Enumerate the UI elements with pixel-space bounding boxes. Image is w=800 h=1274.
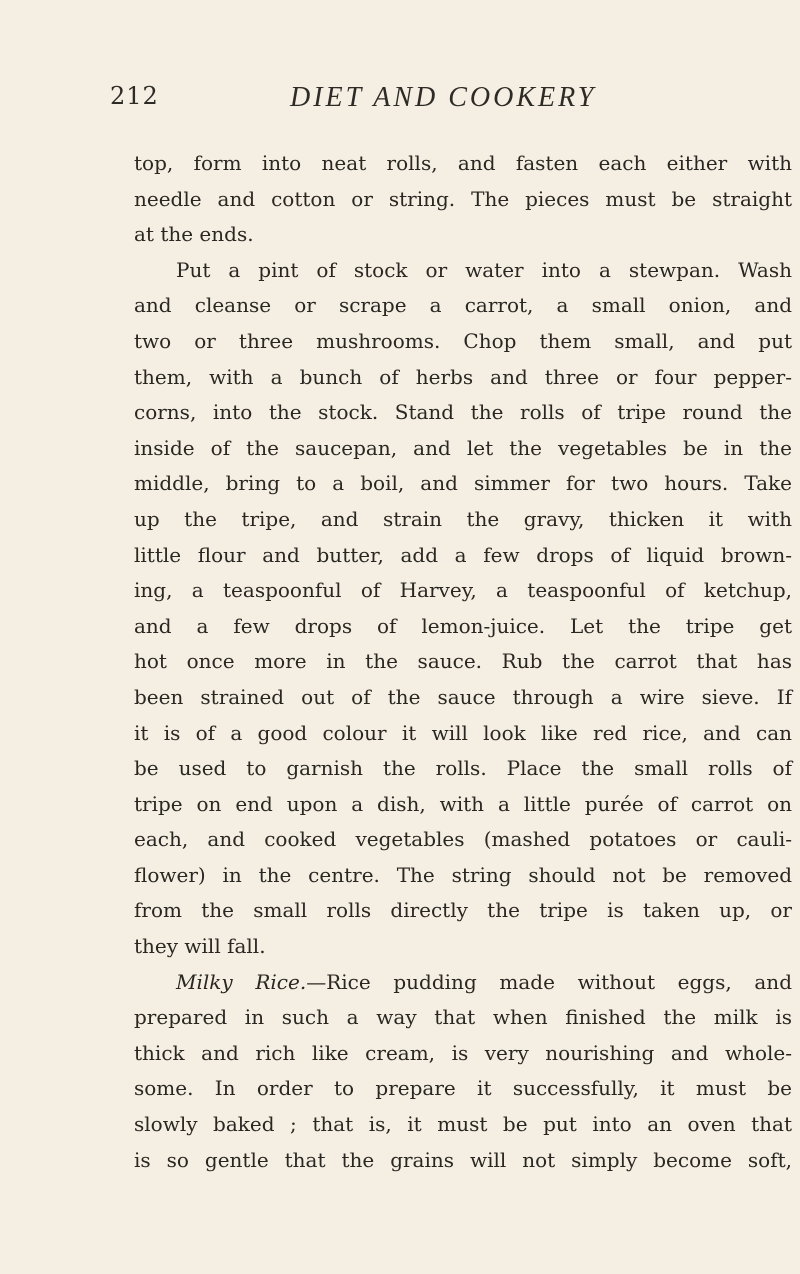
page-number: 212: [110, 82, 159, 110]
text-line: tripe on end upon a dish, with a little purée of carrot on: [134, 791, 792, 816]
text-line: hot once more in the sauce. Rub the carrot that has: [134, 649, 792, 674]
text-line: from the small rolls directly the tripe is taken up, or: [134, 898, 792, 923]
text-line: be used to garnish the rolls. Place the small rolls of: [134, 756, 792, 781]
text-line: inside of the saucepan, and let the vegetables be in the: [134, 435, 792, 460]
body-text: [134, 146, 792, 1178]
text-line: at the ends.: [134, 222, 254, 247]
milky-rice-heading: Milky Rice.: [176, 969, 307, 994]
milky-rice-first-line-text: —Rice pudding made without eggs, and: [306, 969, 792, 994]
text-line: is so gentle that the grains will not simply become soft,: [134, 1147, 792, 1172]
text-line: they will fall.: [134, 934, 266, 959]
text-line: and a few drops of lemon-juice. Let the tripe get: [134, 613, 792, 638]
text-line: little flour and butter, add a few drops of liquid brown-: [134, 542, 792, 567]
text-line: them, with a bunch of herbs and three or four pepper-: [134, 364, 792, 389]
text-line: thick and rich like cream, is very nourishing and whole-: [134, 1040, 792, 1065]
milky-rice-first-line: [134, 965, 792, 1001]
text-line: two or three mushrooms. Chop them small, and put: [134, 328, 792, 353]
text-line: been strained out of the sauce through a wire sieve. If: [134, 684, 792, 709]
text-line: flower) in the centre. The string should not be removed: [134, 862, 792, 887]
text-line: it is of a good colour it will look like red rice, and can: [134, 720, 792, 745]
text-line: slowly baked ; that is, it must be put into an oven that: [134, 1112, 792, 1137]
text-line: needle and cotton or string. The pieces must be straight: [134, 186, 792, 211]
text-line: middle, bring to a boil, and simmer for two hours. Take: [134, 471, 792, 496]
running-head: [0, 82, 800, 122]
text-line: up the tripe, and strain the gravy, thicken it with: [134, 506, 792, 531]
text-line: and cleanse or scrape a carrot, a small onion, and: [134, 293, 792, 318]
text-line: Put a pint of stock or water into a stewpan. Wash: [176, 257, 792, 282]
text-line: ing, a teaspoonful of Harvey, a teaspoonful of ketchup,: [134, 578, 792, 603]
text-line: each, and cooked vegetables (mashed potatoes or cauli-: [134, 827, 792, 852]
text-line: corns, into the stock. Stand the rolls of tripe round the: [134, 400, 792, 425]
text-line: some. In order to prepare it successfully, it must be: [134, 1076, 792, 1101]
text-line: prepared in such a way that when finished the milk is: [134, 1005, 792, 1030]
text-line: top, form into neat rolls, and fasten each either with: [134, 151, 792, 175]
running-title: DIET AND COOKERY: [290, 82, 597, 113]
